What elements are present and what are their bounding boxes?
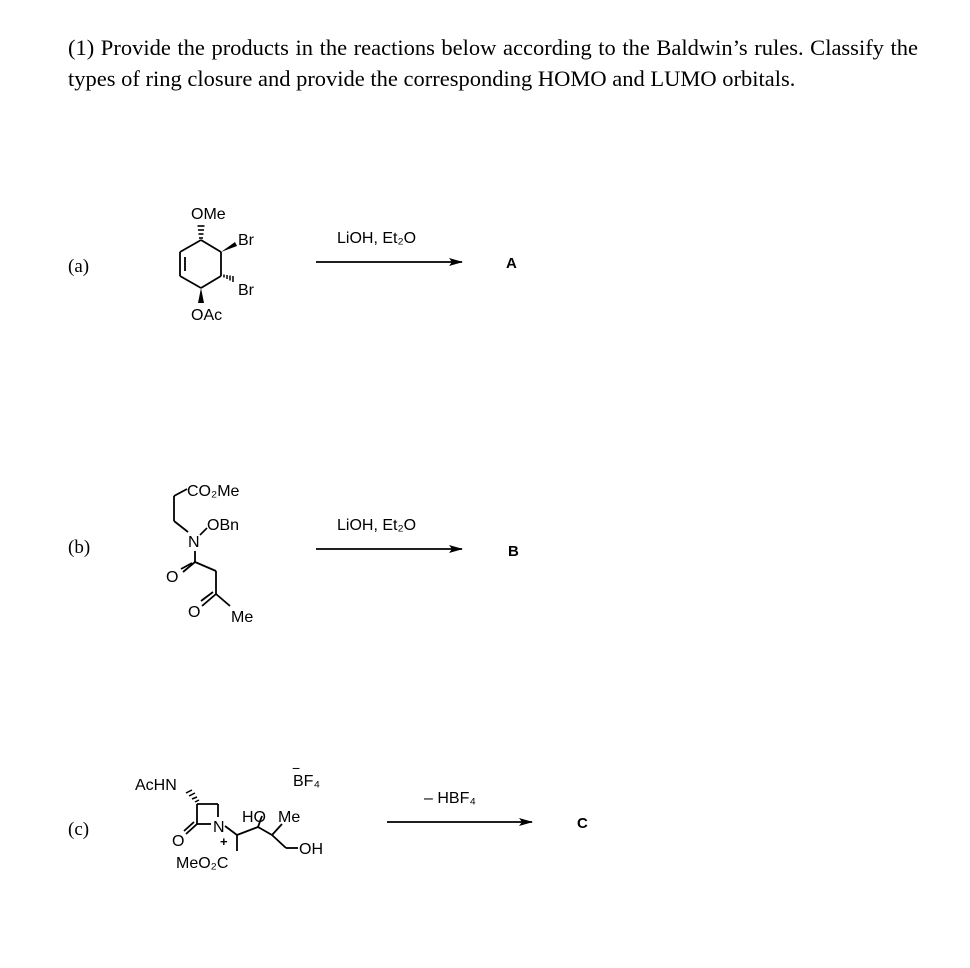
reaction-c-label: (c) xyxy=(68,819,90,840)
molecule-b xyxy=(174,489,230,606)
substituent-me-c: Me xyxy=(278,809,301,826)
reaction-b-label: (b) xyxy=(68,537,91,558)
substituent-meo2c: MeO₂C xyxy=(176,855,229,872)
reagent-c: – HBF₄ xyxy=(424,790,476,807)
product-b: B xyxy=(508,543,519,560)
counterion-charge: − xyxy=(292,760,301,776)
atom-o-lactam: O xyxy=(172,833,185,850)
substituent-me: Me xyxy=(231,609,254,626)
substituent-ho: HO xyxy=(242,809,266,826)
question-text: (1) Provide the products in the reactions below according to the Baldwin’s rules. Classify the types of ring closure and provide the corresponding HOMO and LUMO orbitals. xyxy=(68,35,918,91)
atom-o-amide: O xyxy=(166,569,179,586)
substituent-oac: OAc xyxy=(191,307,223,324)
substituent-achn: AcHN xyxy=(135,777,177,794)
reaction-a-label: (a) xyxy=(68,256,90,277)
product-a: A xyxy=(506,255,517,272)
product-c: C xyxy=(577,815,588,832)
atom-n: N xyxy=(188,534,200,551)
substituent-obn: OBn xyxy=(207,517,240,534)
substituent-ome: OMe xyxy=(191,206,226,223)
reagent-b: LiOH, Et₂O xyxy=(337,517,417,534)
substituent-br-bottom: Br xyxy=(238,282,254,299)
molecule-a xyxy=(180,226,237,303)
substituent-br-top: Br xyxy=(238,232,254,249)
hashed-bond-achn xyxy=(186,790,199,802)
counterion-bf4: BF₄ xyxy=(293,773,320,790)
atom-n-plus: N xyxy=(213,819,225,836)
substituent-co2me: CO₂Me xyxy=(187,483,240,500)
substituent-oh: OH xyxy=(299,841,323,858)
charge-plus: + xyxy=(220,834,228,849)
atom-o-ketone: O xyxy=(188,604,201,621)
reagent-a: LiOH, Et₂O xyxy=(337,230,417,247)
